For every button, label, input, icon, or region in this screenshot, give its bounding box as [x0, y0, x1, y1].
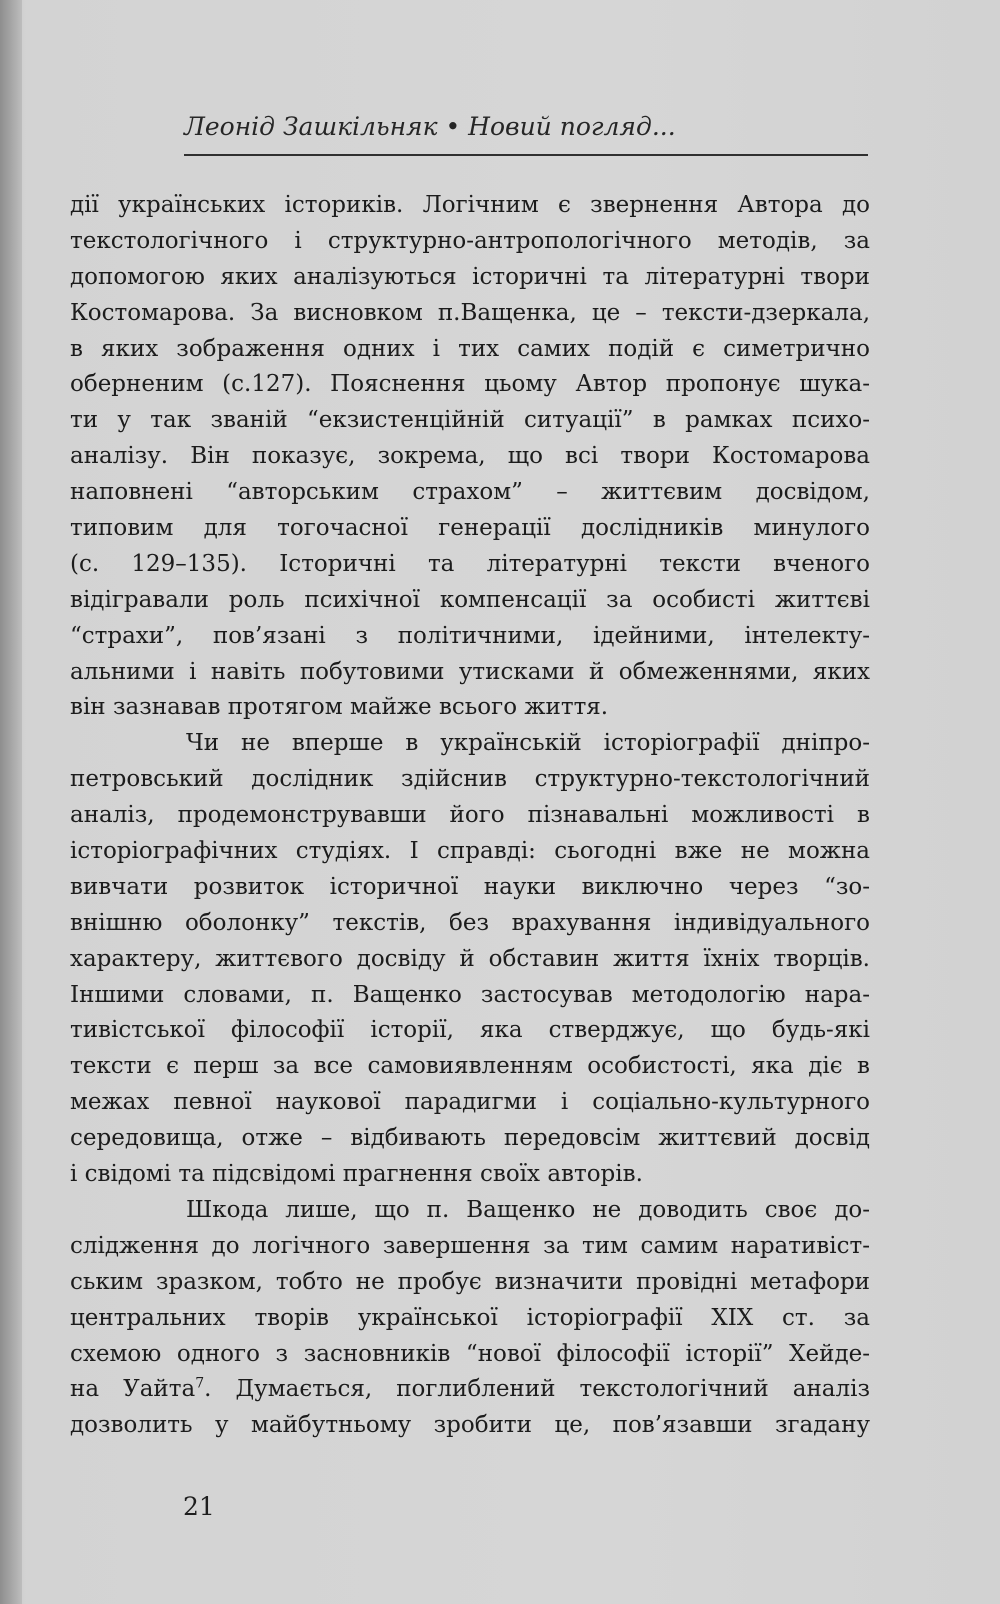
- text-line: дозволить у майбутньому зробити це, пов’язавши згадану: [70, 1412, 870, 1439]
- text-line: вивчати розвиток історичної науки виключно через “зо-: [70, 873, 870, 900]
- text-line: він зазнавав протягом майже всього життя.: [70, 694, 609, 721]
- text-line: відігравали роль психічної компенсації за особисті життєві: [70, 586, 870, 613]
- text-line: слідження до логічного завершення за тим самим наративіст-: [70, 1232, 870, 1259]
- text-line: середовища, отже – відбивають передовсім життєвий досвід: [70, 1125, 870, 1152]
- text-line: історіографічних студіях. І справді: сьогодні вже не можна: [70, 838, 870, 865]
- text-line: допомогою яких аналізуються історичні та літературні твори: [70, 263, 870, 290]
- text-line: аналізу. Він показує, зокрема, що всі твори Костомарова: [70, 443, 870, 470]
- page-gutter-shadow: [0, 0, 22, 1604]
- text-fragment: . Думається, поглиблений текстологічний аналіз: [204, 1376, 870, 1403]
- text-line-with-footnote: [70, 1372, 870, 1408]
- text-line: оберненим (с.127). Пояснення цьому Автор пропонує шука-: [70, 371, 870, 398]
- text-line: тивістської філософії історії, яка стверджує, що будь-які: [70, 1017, 870, 1044]
- text-line: аналіз, продемонструвавши його пізнавальні можливості в: [70, 802, 870, 829]
- paragraph-start-line: Шкода лише, що п. Ващенко не доводить своє до-: [186, 1196, 870, 1223]
- text-line: і свідомі та підсвідомі прагнення своїх авторів.: [70, 1161, 643, 1188]
- text-line: в яких зображення одних і тих самих подій є симетрично: [70, 335, 870, 362]
- text-line: дії українських істориків. Логічним є звернення Автора до: [70, 192, 870, 218]
- text-line: Іншими словами, п. Ващенко застосував методологію нара-: [70, 981, 870, 1008]
- header-rule: [184, 154, 868, 156]
- text-line: (с. 129–135). Історичні та літературні тексти вченого: [70, 550, 870, 577]
- text-line: альними і навіть побутовими утисками й обмеженнями, яких: [70, 658, 870, 685]
- text-line: тексти є перш за все самовиявленням особистості, яка діє в: [70, 1053, 870, 1080]
- text-line: типовим для тогочасної генерації дослідників минулого: [70, 515, 870, 542]
- page-number: 21: [183, 1492, 215, 1521]
- text-line: Костомарова. За висновком п.Ващенка, це – тексти-дзеркала,: [70, 299, 870, 326]
- paragraph-start-line: Чи не вперше в українській історіографії дніпро-: [186, 730, 870, 757]
- text-line: характеру, життєвого досвіду й обставин життя їхніх творців.: [70, 945, 870, 972]
- running-head: Леонід Зашкільняк • Новий погляд...: [184, 112, 676, 141]
- body-text: [70, 188, 870, 1444]
- text-line: “страхи”, пов’язані з політичними, ідейними, інтелекту-: [70, 622, 870, 649]
- text-line: схемою одного з засновників “нової філософії історії” Хейде-: [70, 1340, 870, 1367]
- text-fragment: на Уайта: [70, 1376, 196, 1403]
- text-line: центральних творів української історіографії XIX ст. за: [70, 1304, 870, 1331]
- text-line: петровський дослідник здійснив структурно-текстологічний: [70, 766, 870, 793]
- text-line: наповнені “авторським страхом” – життєвим досвідом,: [70, 479, 870, 506]
- text-line: внішню оболонку” текстів, без врахування індивідуального: [70, 909, 870, 936]
- footnote-reference[interactable]: 7: [195, 1375, 205, 1392]
- text-line: ти у так званій “екзистенційній ситуації” в рамках психо-: [70, 407, 870, 434]
- text-line: межах певної наукової парадигми і соціально-культурного: [70, 1089, 870, 1116]
- text-line: ським зразком, тобто не пробує визначити провідні метафори: [70, 1268, 870, 1295]
- text-line: текстологічного і структурно-антропологічного методів, за: [70, 227, 870, 254]
